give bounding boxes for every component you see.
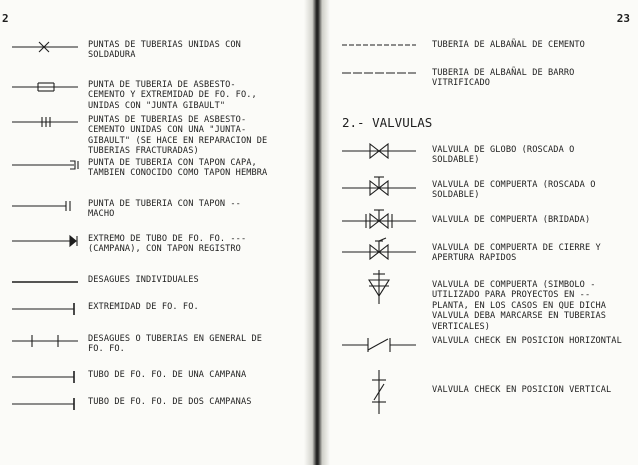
- junta-gibault-icon: [12, 80, 78, 94]
- symbol-description: PUNTA DE TUBERIA CON TAPON -- MACHO: [88, 199, 241, 220]
- right-page: [320, 0, 638, 465]
- symbol-description: EXTREMO DE TUBO DE FO. FO. --- (CAMPANA), CON TAPON REGISTRO: [88, 234, 247, 255]
- tapon-campana-icon: [12, 158, 82, 172]
- valvula-globo-icon: [342, 142, 416, 160]
- dos-campanas-icon: [12, 397, 78, 411]
- symbol-description: DESAGUES INDIVIDUALES: [88, 275, 199, 285]
- check-vertical-icon: [366, 370, 392, 414]
- valvula-cierre-rapido-icon: [342, 240, 416, 260]
- symbol-description: DESAGUES O TUBERIAS EN GENERAL DE FO. FO.: [88, 334, 263, 355]
- book-gutter: [304, 0, 330, 465]
- symbol-description: TUBERIA DE ALBAÑAL DE CEMENTO: [432, 40, 585, 50]
- symbol-description: VALVULA DE COMPUERTA (ROSCADA O SOLDABLE): [432, 180, 596, 201]
- section-heading: 2.- VALVULAS: [342, 115, 433, 130]
- desague-general-icon: [12, 334, 78, 348]
- symbol-description: PUNTA DE TUBERIA DE ASBESTO-CEMENTO Y EXTREMIDAD DE FO. FO., UNIDAS CON "JUNTA GIBAULT": [88, 80, 257, 111]
- junta-gibault-double-icon: [12, 115, 78, 129]
- page-number: 23: [616, 12, 630, 25]
- symbol-description: EXTREMIDAD DE FO. FO.: [88, 302, 199, 312]
- symbol-description: VALVULA DE COMPUERTA (SIMBOLO -UTILIZADO PARA PROYECTOS EN -- PLANTA, EN LOS CASOS EN QUE DICHA VALVULA DEBA MARCARSE EN TUBERIAS VERTICALES): [432, 280, 607, 332]
- page-number: 2: [2, 12, 9, 25]
- symbol-description: VALVULA DE COMPUERTA (BRIDADA): [432, 215, 591, 225]
- albanal-cemento-icon: [342, 40, 416, 50]
- valvula-bridada-icon: [342, 210, 416, 230]
- symbol-description: PUNTAS DE TUBERIAS UNIDAS CON SOLDADURA: [88, 40, 241, 61]
- extremidad-fofo-icon: [12, 302, 78, 316]
- left-page: [0, 0, 314, 465]
- valvula-compuerta-icon: [342, 177, 416, 197]
- symbol-description: VALVULA CHECK EN POSICION HORIZONTAL: [432, 336, 622, 346]
- una-campana-icon: [12, 370, 78, 384]
- check-horizontal-icon: [342, 334, 416, 352]
- symbol-description: VALVULA CHECK EN POSICION VERTICAL: [432, 385, 612, 395]
- symbol-description: PUNTAS DE TUBERIAS DE ASBESTO-CEMENTO UNIDAS CON UNA "JUNTA-GIBAULT" (SE HACE EN REPARACION DE TUBERIAS FRACTURADAS): [88, 115, 268, 157]
- desague-line-icon: [12, 275, 78, 289]
- symbol-description: TUBO DE FO. FO. DE UNA CAMPANA: [88, 370, 247, 380]
- punta-soldadura-icon: [12, 40, 78, 54]
- tapon-registro-icon: [12, 234, 78, 248]
- albanal-barro-icon: [342, 68, 416, 78]
- symbol-description: PUNTA DE TUBERIA CON TAPON CAPA, TAMBIEN CONOCIDO COMO TAPON HEMBRA: [88, 158, 268, 179]
- symbol-description: VALVULA DE COMPUERTA DE CIERRE Y APERTURA RAPIDOS: [432, 243, 601, 264]
- tapon-macho-icon: [12, 199, 78, 213]
- symbol-description: TUBERIA DE ALBAÑAL DE BARRO VITRIFICADO: [432, 68, 575, 89]
- valvula-vertical-icon: [366, 270, 392, 304]
- symbol-description: VALVULA DE GLOBO (ROSCADA O SOLDABLE): [432, 145, 575, 166]
- symbol-description: TUBO DE FO. FO. DE DOS CAMPANAS: [88, 397, 252, 407]
